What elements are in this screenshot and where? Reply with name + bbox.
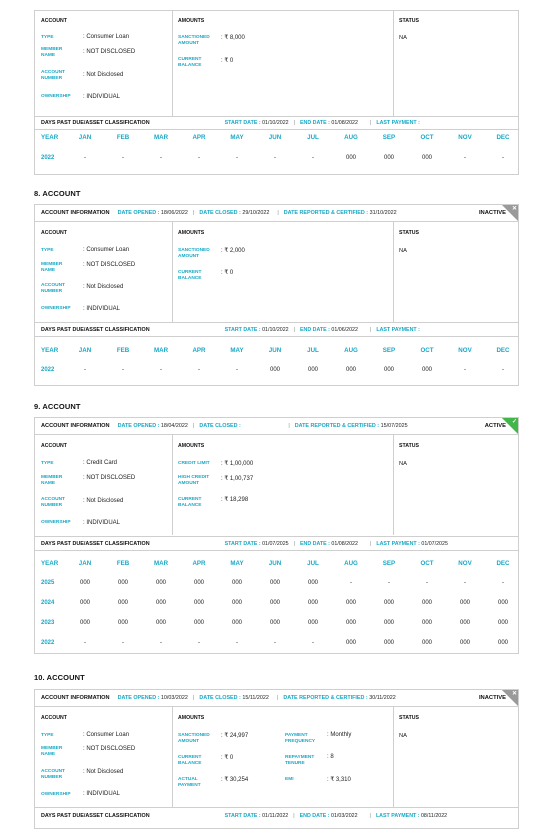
current-balance-value: : ₹ 0 bbox=[221, 270, 234, 276]
dpd-cell: 000 bbox=[307, 600, 319, 606]
dpd-cell: 000 bbox=[231, 600, 243, 606]
dpd-cell: 000 bbox=[421, 620, 433, 626]
month-header-cell: JUL bbox=[307, 560, 319, 567]
repayment-tenure-value: : 8 bbox=[327, 754, 334, 760]
sanctioned-label: SANCTIONED AMOUNT bbox=[178, 733, 210, 744]
account-number-label: ACCOUNT NUMBER bbox=[41, 70, 65, 81]
month-header-cell: AUG bbox=[344, 560, 358, 567]
emi-label: EMI bbox=[285, 777, 294, 782]
account-header: ACCOUNT bbox=[41, 18, 67, 24]
member-name-value: : NOT DISCLOSED bbox=[83, 746, 136, 752]
year-cell: 2025 bbox=[41, 580, 55, 586]
dpd-cell: - bbox=[274, 640, 276, 646]
dpd-cell: - bbox=[464, 155, 466, 161]
credit-limit-value: : ₹ 1,00,000 bbox=[221, 461, 254, 467]
month-header-cell: DEC bbox=[496, 134, 510, 141]
dpd-cell: 000 bbox=[269, 600, 281, 606]
dpd-cell: 000 bbox=[155, 600, 167, 606]
month-header-cell: AUG bbox=[344, 134, 358, 141]
account-7-card bbox=[34, 10, 519, 175]
dpd-cell: 000 bbox=[307, 580, 319, 586]
dpd-cell: 000 bbox=[497, 600, 509, 606]
month-header-cell: OCT bbox=[420, 134, 434, 141]
month-header-cell: JAN bbox=[78, 560, 92, 567]
account-state-badge: ACTIVE bbox=[484, 423, 506, 429]
month-header-cell: MAY bbox=[230, 347, 244, 354]
month-header-cell: FEB bbox=[116, 560, 130, 567]
account-number-label: ACCOUNT NUMBER bbox=[41, 283, 65, 294]
dpd-cell: 000 bbox=[345, 620, 357, 626]
account-info-bar: ACCOUNT INFORMATION DATE OPENED : 10/03/2022 | DATE CLOSED : 15/11/2022 | DATE REPORTED & CERTIFIED : 30/11/2022 bbox=[35, 690, 518, 707]
dpd-cell: - bbox=[122, 155, 124, 161]
dpd-bar: DAYS PAST DUE/ASSET CLASSIFICATION START DATE : 01/07/2025 | END DATE : 01/08/2022 | LAST PAYMENT : 01/07/2025 bbox=[41, 541, 448, 547]
current-balance-label: CURRENT BALANCE bbox=[178, 57, 202, 68]
month-header-cell: JUN bbox=[268, 347, 282, 354]
dpd-cell: 000 bbox=[459, 640, 471, 646]
month-header-cell: OCT bbox=[420, 347, 434, 354]
dpd-cell: 000 bbox=[231, 580, 243, 586]
month-header-cell: MAY bbox=[230, 134, 244, 141]
status-value: NA bbox=[399, 461, 408, 467]
month-header-cell: DEC bbox=[496, 347, 510, 354]
type-value: : Consumer Loan bbox=[83, 247, 130, 253]
dpd-cell: 000 bbox=[459, 600, 471, 606]
dpd-cell: 000 bbox=[383, 640, 395, 646]
account-info-bar: ACCOUNT INFORMATION DATE OPENED : 18/06/2022 | DATE CLOSED : 29/10/2022 | DATE REPORTED & CERTIFIED : 31/10/2022 bbox=[35, 205, 518, 222]
dpd-cell: 000 bbox=[383, 620, 395, 626]
dpd-cell: 000 bbox=[231, 620, 243, 626]
member-name-label: MEMBER NAME bbox=[41, 47, 63, 58]
dpd-cell: 000 bbox=[193, 620, 205, 626]
dpd-cell: 000 bbox=[497, 640, 509, 646]
high-credit-value: : ₹ 1,00,737 bbox=[221, 476, 254, 482]
month-header-cell: APR bbox=[192, 134, 206, 141]
account-9-title: 9. ACCOUNT bbox=[34, 402, 81, 411]
type-label: TYPE bbox=[41, 35, 54, 40]
type-value: : Credit Card bbox=[83, 460, 118, 466]
payment-frequency-value: : Monthly bbox=[327, 732, 352, 738]
dpd-cell: 000 bbox=[79, 600, 91, 606]
amounts-header: AMOUNTS bbox=[178, 715, 205, 721]
ownership-label: OWNERSHIP bbox=[41, 520, 71, 525]
ownership-label: OWNERSHIP bbox=[41, 94, 71, 99]
sanctioned-label: SANCTIONED AMOUNT bbox=[178, 35, 210, 46]
dpd-cell: - bbox=[426, 580, 428, 586]
dpd-cell: 000 bbox=[269, 620, 281, 626]
current-balance-label: CURRENT BALANCE bbox=[178, 755, 202, 766]
amounts-header: AMOUNTS bbox=[178, 18, 205, 24]
dpd-cell: - bbox=[312, 155, 314, 161]
month-header-cell: YEAR bbox=[41, 347, 59, 354]
dpd-cell: - bbox=[502, 155, 504, 161]
credit-limit-label: CREDIT LIMIT bbox=[178, 461, 210, 466]
dpd-cell: - bbox=[122, 640, 124, 646]
dpd-cell: 000 bbox=[307, 620, 319, 626]
dpd-cell: 000 bbox=[421, 640, 433, 646]
dpd-cell: 000 bbox=[117, 600, 129, 606]
month-header-cell: JUN bbox=[268, 560, 282, 567]
account-number-label: ACCOUNT NUMBER bbox=[41, 497, 65, 508]
member-name-label: MEMBER NAME bbox=[41, 475, 63, 486]
repayment-tenure-label: REPAYMENT TENURE bbox=[285, 755, 315, 766]
dpd-cell: - bbox=[350, 580, 352, 586]
dpd-cell: 000 bbox=[459, 620, 471, 626]
account-number-value: : Not Disclosed bbox=[83, 284, 124, 290]
month-header-cell: JUN bbox=[268, 134, 282, 141]
dpd-cell: 000 bbox=[345, 600, 357, 606]
dpd-cell: 000 bbox=[383, 155, 395, 161]
account-number-value: : Not Disclosed bbox=[83, 769, 124, 775]
check-icon: ✓ bbox=[511, 419, 517, 425]
dpd-cell: 000 bbox=[421, 367, 433, 373]
ownership-value: : INDIVIDUAL bbox=[83, 94, 121, 100]
status-header: STATUS bbox=[399, 230, 419, 236]
dpd-cell: 000 bbox=[79, 580, 91, 586]
dpd-cell: 000 bbox=[345, 367, 357, 373]
month-header-cell: APR bbox=[192, 347, 206, 354]
dpd-cell: 000 bbox=[117, 620, 129, 626]
status-value: NA bbox=[399, 733, 408, 739]
emi-value: : ₹ 3,310 bbox=[327, 777, 351, 783]
current-balance-label: CURRENT BALANCE bbox=[178, 497, 202, 508]
type-value: : Consumer Loan bbox=[83, 732, 130, 738]
member-name-value: : NOT DISCLOSED bbox=[83, 475, 136, 481]
dpd-cell: - bbox=[236, 155, 238, 161]
close-icon: ✕ bbox=[511, 206, 517, 212]
dpd-cell: 000 bbox=[307, 367, 319, 373]
dpd-cell: - bbox=[122, 367, 124, 373]
month-header-cell: YEAR bbox=[41, 134, 59, 141]
amounts-header: AMOUNTS bbox=[178, 230, 205, 236]
month-header-cell: MAY bbox=[230, 560, 244, 567]
account-info-bar: ACCOUNT INFORMATION DATE OPENED : 18/04/2022 | DATE CLOSED : | DATE REPORTED & CERTIFIED : 15/07/2025 bbox=[35, 418, 518, 435]
month-header-cell: OCT bbox=[420, 560, 434, 567]
dpd-cell: - bbox=[84, 155, 86, 161]
dpd-cell: 000 bbox=[155, 580, 167, 586]
dpd-cell: 000 bbox=[269, 367, 281, 373]
dpd-cell: - bbox=[160, 155, 162, 161]
actual-payment-label: ACTUAL PAYMENT bbox=[178, 777, 201, 788]
month-header-cell: NOV bbox=[458, 134, 472, 141]
dpd-cell: 000 bbox=[383, 600, 395, 606]
account-8-card bbox=[34, 204, 519, 386]
current-balance-label: CURRENT BALANCE bbox=[178, 270, 202, 281]
year-cell: 2024 bbox=[41, 600, 55, 606]
dpd-cell: - bbox=[160, 367, 162, 373]
sanctioned-value: : ₹ 8,000 bbox=[221, 35, 245, 41]
current-balance-value: : ₹ 18,298 bbox=[221, 497, 249, 503]
dpd-cell: 000 bbox=[193, 580, 205, 586]
dpd-cell: - bbox=[502, 367, 504, 373]
high-credit-label: HIGH CREDIT AMOUNT bbox=[178, 475, 210, 486]
ownership-value: : INDIVIDUAL bbox=[83, 791, 121, 797]
dpd-cell: 000 bbox=[155, 620, 167, 626]
year-cell: 2023 bbox=[41, 620, 55, 626]
dpd-cell: - bbox=[84, 640, 86, 646]
dpd-cell: - bbox=[502, 580, 504, 586]
month-header-cell: MAR bbox=[153, 347, 169, 354]
month-header-cell: JAN bbox=[78, 347, 92, 354]
dpd-cell: - bbox=[198, 155, 200, 161]
account-state-badge: INACTIVE bbox=[478, 695, 506, 701]
dpd-cell: 000 bbox=[79, 620, 91, 626]
dpd-cell: 000 bbox=[345, 640, 357, 646]
dpd-cell: 000 bbox=[383, 367, 395, 373]
dpd-cell: - bbox=[198, 367, 200, 373]
account-header: ACCOUNT bbox=[41, 715, 67, 721]
dpd-cell: - bbox=[388, 580, 390, 586]
status-value: NA bbox=[399, 35, 408, 41]
payment-frequency-label: PAYMENT FREQUENCY bbox=[285, 733, 316, 744]
account-10-card bbox=[34, 689, 519, 829]
account-header: ACCOUNT bbox=[41, 443, 67, 449]
month-header-cell: NOV bbox=[458, 560, 472, 567]
year-cell: 2022 bbox=[41, 367, 55, 373]
sanctioned-label: SANCTIONED AMOUNT bbox=[178, 248, 210, 259]
amounts-header: AMOUNTS bbox=[178, 443, 205, 449]
dpd-cell: - bbox=[160, 640, 162, 646]
ownership-value: : INDIVIDUAL bbox=[83, 520, 121, 526]
account-number-label: ACCOUNT NUMBER bbox=[41, 769, 65, 780]
month-header-cell: APR bbox=[192, 560, 206, 567]
month-header-cell: JAN bbox=[78, 134, 92, 141]
dpd-bar: DAYS PAST DUE/ASSET CLASSIFICATION START DATE : 01/11/2022 | END DATE : 01/03/2022 | LAST PAYMENT : 08/11/2022 bbox=[41, 813, 448, 819]
current-balance-value: : ₹ 0 bbox=[221, 755, 234, 761]
account-number-value: : Not Disclosed bbox=[83, 498, 124, 504]
ownership-label: OWNERSHIP bbox=[41, 306, 71, 311]
account-10-title: 10. ACCOUNT bbox=[34, 673, 85, 682]
month-header-cell: SEP bbox=[382, 347, 396, 354]
status-header: STATUS bbox=[399, 715, 419, 721]
dpd-cell: - bbox=[84, 367, 86, 373]
status-header: STATUS bbox=[399, 443, 419, 449]
month-header-cell: AUG bbox=[344, 347, 358, 354]
month-header-cell: NOV bbox=[458, 347, 472, 354]
ownership-value: : INDIVIDUAL bbox=[83, 306, 121, 312]
member-name-value: : NOT DISCLOSED bbox=[83, 262, 136, 268]
month-header-cell: SEP bbox=[382, 134, 396, 141]
month-header-cell: SEP bbox=[382, 560, 396, 567]
dpd-cell: 000 bbox=[269, 580, 281, 586]
member-name-label: MEMBER NAME bbox=[41, 746, 63, 757]
dpd-cell: 000 bbox=[421, 600, 433, 606]
account-8-title: 8. ACCOUNT bbox=[34, 189, 81, 198]
year-cell: 2022 bbox=[41, 155, 55, 161]
dpd-cell: 000 bbox=[421, 155, 433, 161]
dpd-cell: - bbox=[464, 367, 466, 373]
status-header: STATUS bbox=[399, 18, 419, 24]
type-label: TYPE bbox=[41, 733, 54, 738]
dpd-cell: 000 bbox=[117, 580, 129, 586]
month-header-cell: MAR bbox=[153, 560, 169, 567]
account-header: ACCOUNT bbox=[41, 230, 67, 236]
actual-payment-value: : ₹ 30,254 bbox=[221, 777, 249, 783]
current-balance-value: : ₹ 0 bbox=[221, 58, 234, 64]
month-header-cell: JUL bbox=[307, 347, 319, 354]
dpd-cell: 000 bbox=[193, 600, 205, 606]
month-header-cell: DEC bbox=[496, 560, 510, 567]
account-number-value: : Not Disclosed bbox=[83, 72, 124, 78]
type-value: : Consumer Loan bbox=[83, 34, 130, 40]
dpd-cell: - bbox=[198, 640, 200, 646]
month-header-cell: MAR bbox=[153, 134, 169, 141]
close-icon: ✕ bbox=[511, 691, 517, 697]
dpd-cell: - bbox=[274, 155, 276, 161]
dpd-cell: 000 bbox=[345, 155, 357, 161]
year-cell: 2022 bbox=[41, 640, 55, 646]
ownership-label: OWNERSHIP bbox=[41, 792, 71, 797]
account-9-card bbox=[34, 417, 519, 654]
type-label: TYPE bbox=[41, 461, 54, 466]
sanctioned-value: : ₹ 24,997 bbox=[221, 733, 249, 739]
dpd-cell: 000 bbox=[497, 620, 509, 626]
member-name-label: MEMBER NAME bbox=[41, 262, 63, 273]
status-value: NA bbox=[399, 248, 408, 254]
month-header-cell: YEAR bbox=[41, 560, 59, 567]
dpd-cell: - bbox=[236, 640, 238, 646]
month-header-cell: FEB bbox=[116, 347, 130, 354]
month-header-cell: FEB bbox=[116, 134, 130, 141]
dpd-bar: DAYS PAST DUE/ASSET CLASSIFICATION START DATE : 01/10/2022 | END DATE : 01/08/2022 | LAST PAYMENT : bbox=[41, 120, 420, 126]
dpd-cell: - bbox=[236, 367, 238, 373]
type-label: TYPE bbox=[41, 248, 54, 253]
dpd-cell: - bbox=[464, 580, 466, 586]
account-state-badge: INACTIVE bbox=[478, 210, 506, 216]
month-header-cell: JUL bbox=[307, 134, 319, 141]
dpd-bar: DAYS PAST DUE/ASSET CLASSIFICATION START DATE : 01/10/2022 | END DATE : 01/06/2022 | LAST PAYMENT : bbox=[41, 327, 420, 333]
dpd-cell: - bbox=[312, 640, 314, 646]
sanctioned-value: : ₹ 2,000 bbox=[221, 248, 245, 254]
member-name-value: : NOT DISCLOSED bbox=[83, 49, 136, 55]
